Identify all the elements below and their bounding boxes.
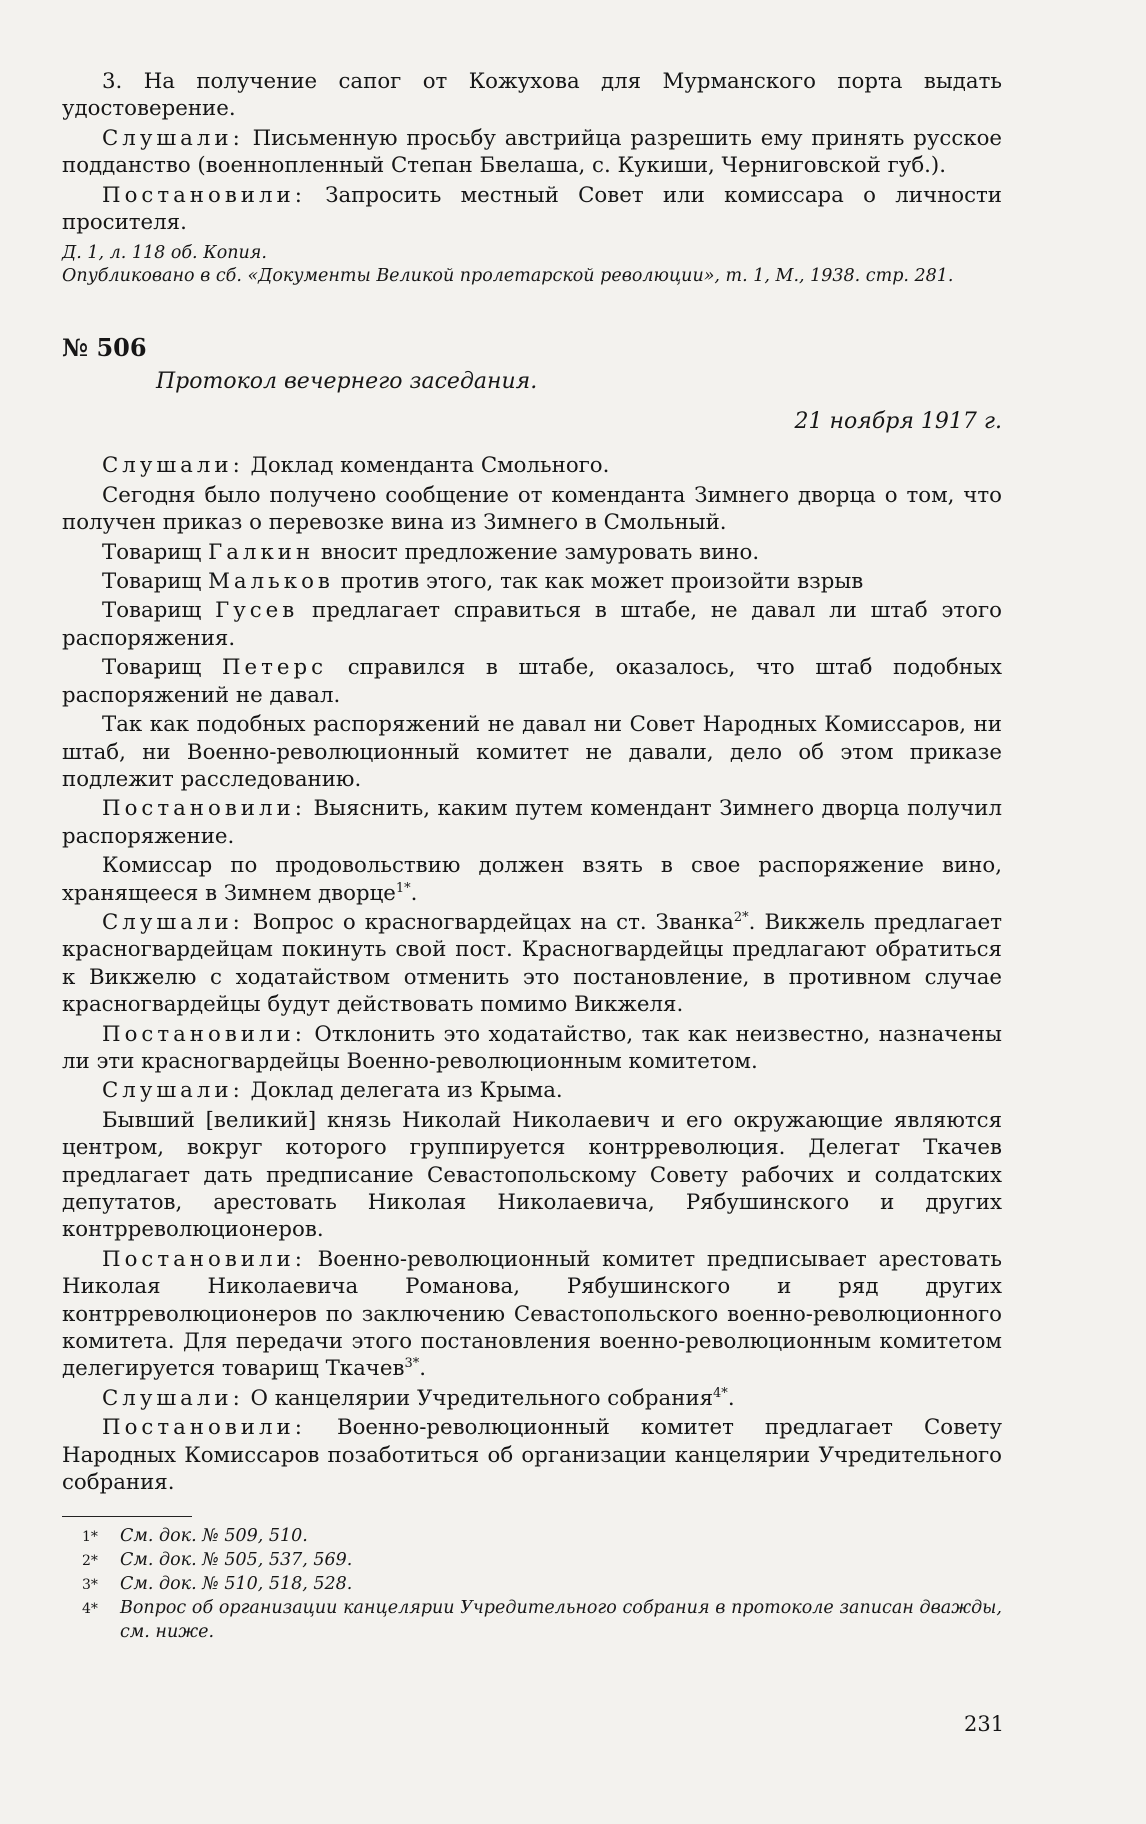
- paragraph-text: Письменную просьбу австрийца разрешить ему принять русское подданство (военнопленный Степан Бвелаша, с. Кукиши, Черниговской губ.).: [62, 125, 1002, 179]
- footnote-text: Вопрос об организации канцелярии Учредительного собрания в протоколе записан дважды, см. ниже.: [120, 1598, 1002, 1643]
- slushali-label: Слушали:: [102, 909, 244, 935]
- paragraph-text: Военно-революционный комитет предписывает арестовать Николая Николаевича Романова, Рябушинского и ряд других контрреволюционеров по заключению Севастопольского военно-революционного комитета. Для передачи этого постановления военно-революционным комитетом делегируется товарищ Ткачев: [62, 1246, 1002, 1382]
- paragraph: [62, 1246, 1002, 1383]
- page-number: 231: [964, 1712, 1005, 1736]
- paragraph: [62, 795, 1002, 850]
- paragraph: [62, 182, 1002, 237]
- page-content: [62, 68, 1002, 1644]
- paragraph-text: справился в штабе, оказалось, что штаб подобных распоряжений не давал.: [62, 655, 1002, 708]
- slushali-label: Слушали:: [102, 1385, 244, 1411]
- document-date: 21 ноября 1917 г.: [794, 409, 1002, 435]
- footnote-mark: 4*: [82, 1601, 98, 1618]
- paragraph: [62, 1385, 1002, 1412]
- postanovili-label: Постановили:: [102, 1021, 306, 1047]
- paragraph-text: Запросить местный Совет или комиссара о личности просителя.: [62, 182, 1002, 236]
- paragraph-text: О канцелярии Учредительного собрания: [243, 1385, 714, 1411]
- footnote-ref[interactable]: 2*: [733, 909, 749, 925]
- slushali-label: Слушали:: [102, 1078, 244, 1104]
- footnote-mark: 2*: [82, 1553, 98, 1570]
- footnote-divider: [62, 1516, 192, 1517]
- paragraph: [62, 1414, 1002, 1496]
- postanovili-label: Постановили:: [102, 796, 306, 822]
- footnote: [62, 1549, 1002, 1573]
- paragraph-text: Военно-революционный комитет предлагает Совету Народных Комиссаров позаботиться об организации канцелярии Учредительного собрания.: [62, 1415, 1002, 1496]
- footnote-text: См. док. № 509, 510.: [120, 1526, 308, 1547]
- paragraph: Сегодня было получено сообщение от коменданта Зимнего дворца о том, что получен приказ о перевозке вина из Зимнего в Смольный.: [62, 482, 1002, 536]
- text: Товарищ: [102, 539, 209, 565]
- paragraph: Бывший [великий] князь Николай Николаевич и его окружающие являются центром, вокруг которого группируется контрреволюция. Делегат Ткачев предлагает дать предписание Севастопольскому Совету рабочих и солдатских депутатов, арестовать Николая Николаевича, Рябушинского и других контрреволюционеров.: [62, 1107, 1002, 1243]
- paragraph-text: против этого, так как может произойти взрыв: [333, 569, 864, 595]
- footnote-mark: 3*: [82, 1577, 98, 1594]
- paragraph-text: Комиссар по продовольствию должен взять в свое распоряжение вино, хранящееся в Зимнем дворце: [62, 853, 1002, 906]
- footnote: [62, 1573, 1002, 1597]
- footnote: [62, 1525, 1002, 1549]
- paragraph: Так как подобных распоряжений не давал ни Совет Народных Комиссаров, ни штаб, ни Военно-революционный комитет не давали, дело об этом приказе подлежит расследованию.: [62, 712, 1002, 792]
- text: Товарищ: [102, 598, 216, 624]
- text: .: [727, 1385, 735, 1411]
- paragraph: [62, 1077, 1002, 1104]
- paragraph-text: Доклад делегата из Крыма.: [243, 1078, 563, 1104]
- paragraph: [62, 539, 1002, 566]
- item-3: 3. На получение сапог от Кожухова для Мурманского порта выдать удостоверение.: [62, 69, 1002, 122]
- footnote: [62, 1597, 1002, 1644]
- postanovili-label: Постановили:: [102, 1246, 306, 1272]
- paragraph-text: Отклонить это ходатайство, так как неизвестно, назначены ли эти красногвардейцы Военно-революционным комитетом.: [62, 1021, 1002, 1074]
- person-name: Гусев: [215, 598, 299, 624]
- paragraph: [62, 568, 1002, 595]
- footnote-mark: 1*: [82, 1529, 98, 1546]
- footnote-ref[interactable]: 1*: [395, 880, 411, 896]
- paragraph: [62, 452, 1002, 479]
- postanovili-label: Постановили:: [102, 1415, 306, 1441]
- document-title: Протокол вечернего заседания.: [156, 369, 538, 395]
- text: .: [410, 880, 418, 906]
- person-name: Мальков: [208, 569, 334, 595]
- text: Товарищ: [102, 569, 209, 595]
- footnote-text: См. док. № 510, 518, 528.: [120, 1574, 353, 1595]
- text: Товарищ: [102, 655, 222, 681]
- archive-source: Д. 1, л. 118 об. Копия.: [62, 243, 267, 264]
- footnote-ref[interactable]: 3*: [404, 1356, 420, 1372]
- publication-source: Опубликовано в сб. «Документы Великой пролетарской революции», т. 1, М., 1938. стр. 281.: [62, 266, 954, 287]
- footnote-ref[interactable]: 4*: [713, 1385, 728, 1401]
- footnote-text: См. док. № 505, 537, 569.: [120, 1550, 353, 1571]
- slushali-label: Слушали:: [102, 125, 244, 151]
- document-number: № 506: [62, 333, 147, 363]
- paragraph-text: предлагает справиться в штабе, не давал ли штаб этого распоряжения.: [62, 598, 1002, 651]
- paragraph-text: Вопрос о красногвардейцах на ст. Званка: [243, 909, 734, 935]
- slushali-label: Слушали:: [102, 453, 244, 479]
- paragraph: [62, 597, 1002, 652]
- person-name: Галкин: [208, 539, 315, 565]
- paragraph: [62, 852, 1002, 907]
- paragraph-text: Выяснить, каким путем комендант Зимнего дворца получил распоряжение.: [62, 796, 1002, 849]
- text: .: [419, 1356, 427, 1382]
- paragraph: [62, 125, 1002, 180]
- paragraph: [62, 1021, 1002, 1076]
- paragraph: [62, 909, 1002, 1019]
- paragraph-text: . Викжель предлагает красногвардейцам покинуть свой пост. Красногвардейцы предлагают обратиться к Викжелю с ходатайством отменить это постановление, в противном случае красногвардейцы будут действовать помимо Викжеля.: [62, 909, 1002, 1018]
- paragraph-text: Доклад коменданта Смольного.: [243, 453, 610, 479]
- paragraph: [62, 654, 1002, 709]
- postanovili-label: Постановили:: [102, 182, 306, 208]
- person-name: Петерс: [221, 655, 328, 681]
- paragraph-text: вносит предложение замуровать вино.: [314, 539, 760, 565]
